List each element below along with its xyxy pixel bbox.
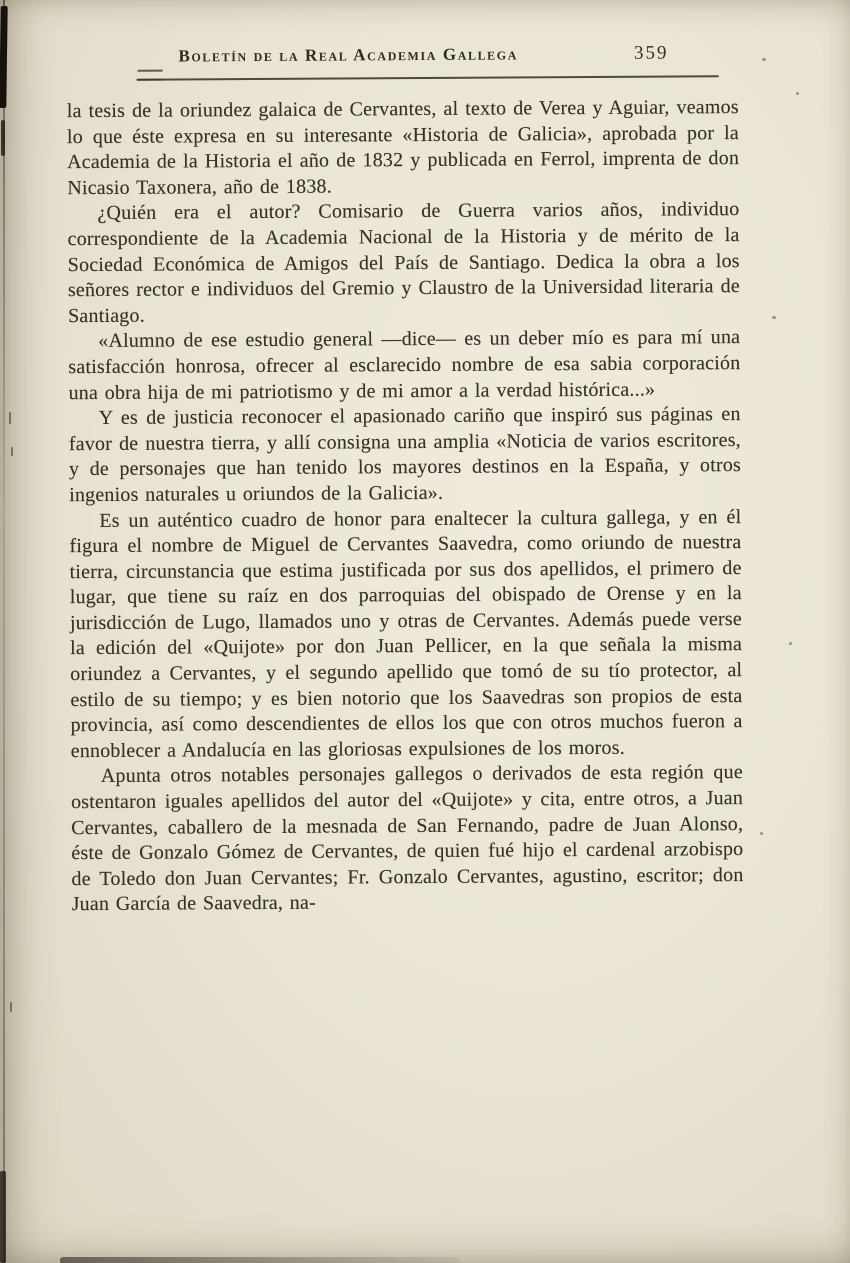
body-text bbox=[67, 95, 744, 918]
paragraph: Apunta otros notables personajes gallegos o derivados de esta región que ostentaron iguales apellidos del autor del «Quijote» y cita, entre otros, a Juan Cervantes, caballero de la mesnada de San Fernando, padre de Juan Alonso, éste de Gonzalo Gómez de Cervantes, de quien fué hijo el cardenal arzobispo de Toledo don Juan Cervantes; Fr. Gonzalo Cervantes, agustino, escritor; don Juan García de Saavedra, na- bbox=[70, 761, 744, 916]
page-number: 359 bbox=[633, 42, 669, 64]
paragraph: «Alumno de ese estudio general —dice— es un deber mío es para mí una satisfacción honrosa, ofrecer al esclarecido nombre de esa sabia corporación una obra hija de mi patriotismo y de mi amor a la verdad histórica...» bbox=[68, 326, 741, 404]
paragraph: la tesis de la oriundez galaica de Cervantes, al texto de Verea y Aguiar, veamos lo que éste expresa en su interesante «Historia de Galicia», aprobada por la Academia de la Historia el año de 1832 y publicada en Ferrol, imprenta de don Nicasio Taxonera, año de 1838. bbox=[66, 96, 740, 199]
paragraph: Es un auténtico cuadro de honor para enaltecer la cultura gallega, y en él figura el nombre de Miguel de Cervantes Saavedra, como oriundo de nuestra tierra, circunstancia que estima justificada por sus dos apellidos, el primero de lugar, que tiene su raíz en dos parroquias del obispado de Orense y en la jurisdicción de Lugo, llamados uno y otras de Cervantes. Además puede verse la edición del «Quijote» por don Juan Pellicer, en la que señala la misma oriundez a Cervantes, y el segundo apellido que tomó de su tío protector, al estilo de su tiempo; y es bien notorio que los Saavedras son propios de esta provincia, así como descendientes de ellos los que con otros muchos fueron a ennoblecer a Andalucía en las gloriosas expulsiones de los moros. bbox=[69, 505, 743, 763]
paragraph: ¿Quién era el autor? Comisario de Guerra varios años, individuo correspondiente de la Academia Nacional de la Historia y de mérito de la Sociedad Económica de Amigos del País de Santiago. Dedica la obra a los señores rector e individuos del Gremio y Claustro de la Universidad literaria de Santiago. bbox=[67, 198, 740, 327]
header-rule bbox=[137, 75, 719, 81]
paragraph: Y es de justicia reconocer el apasionado cariño que inspiró sus páginas en favor de nuestra tierra, y allí consigna una amplia «Noticia de varios escritores, y de personajes que han tenido los mayores destinos en la España, y otros ingenios naturales u oriundos de la Galicia». bbox=[68, 403, 742, 507]
page-header bbox=[66, 42, 738, 68]
journal-title: Boletín de la Real Academia Gallega bbox=[178, 44, 519, 66]
